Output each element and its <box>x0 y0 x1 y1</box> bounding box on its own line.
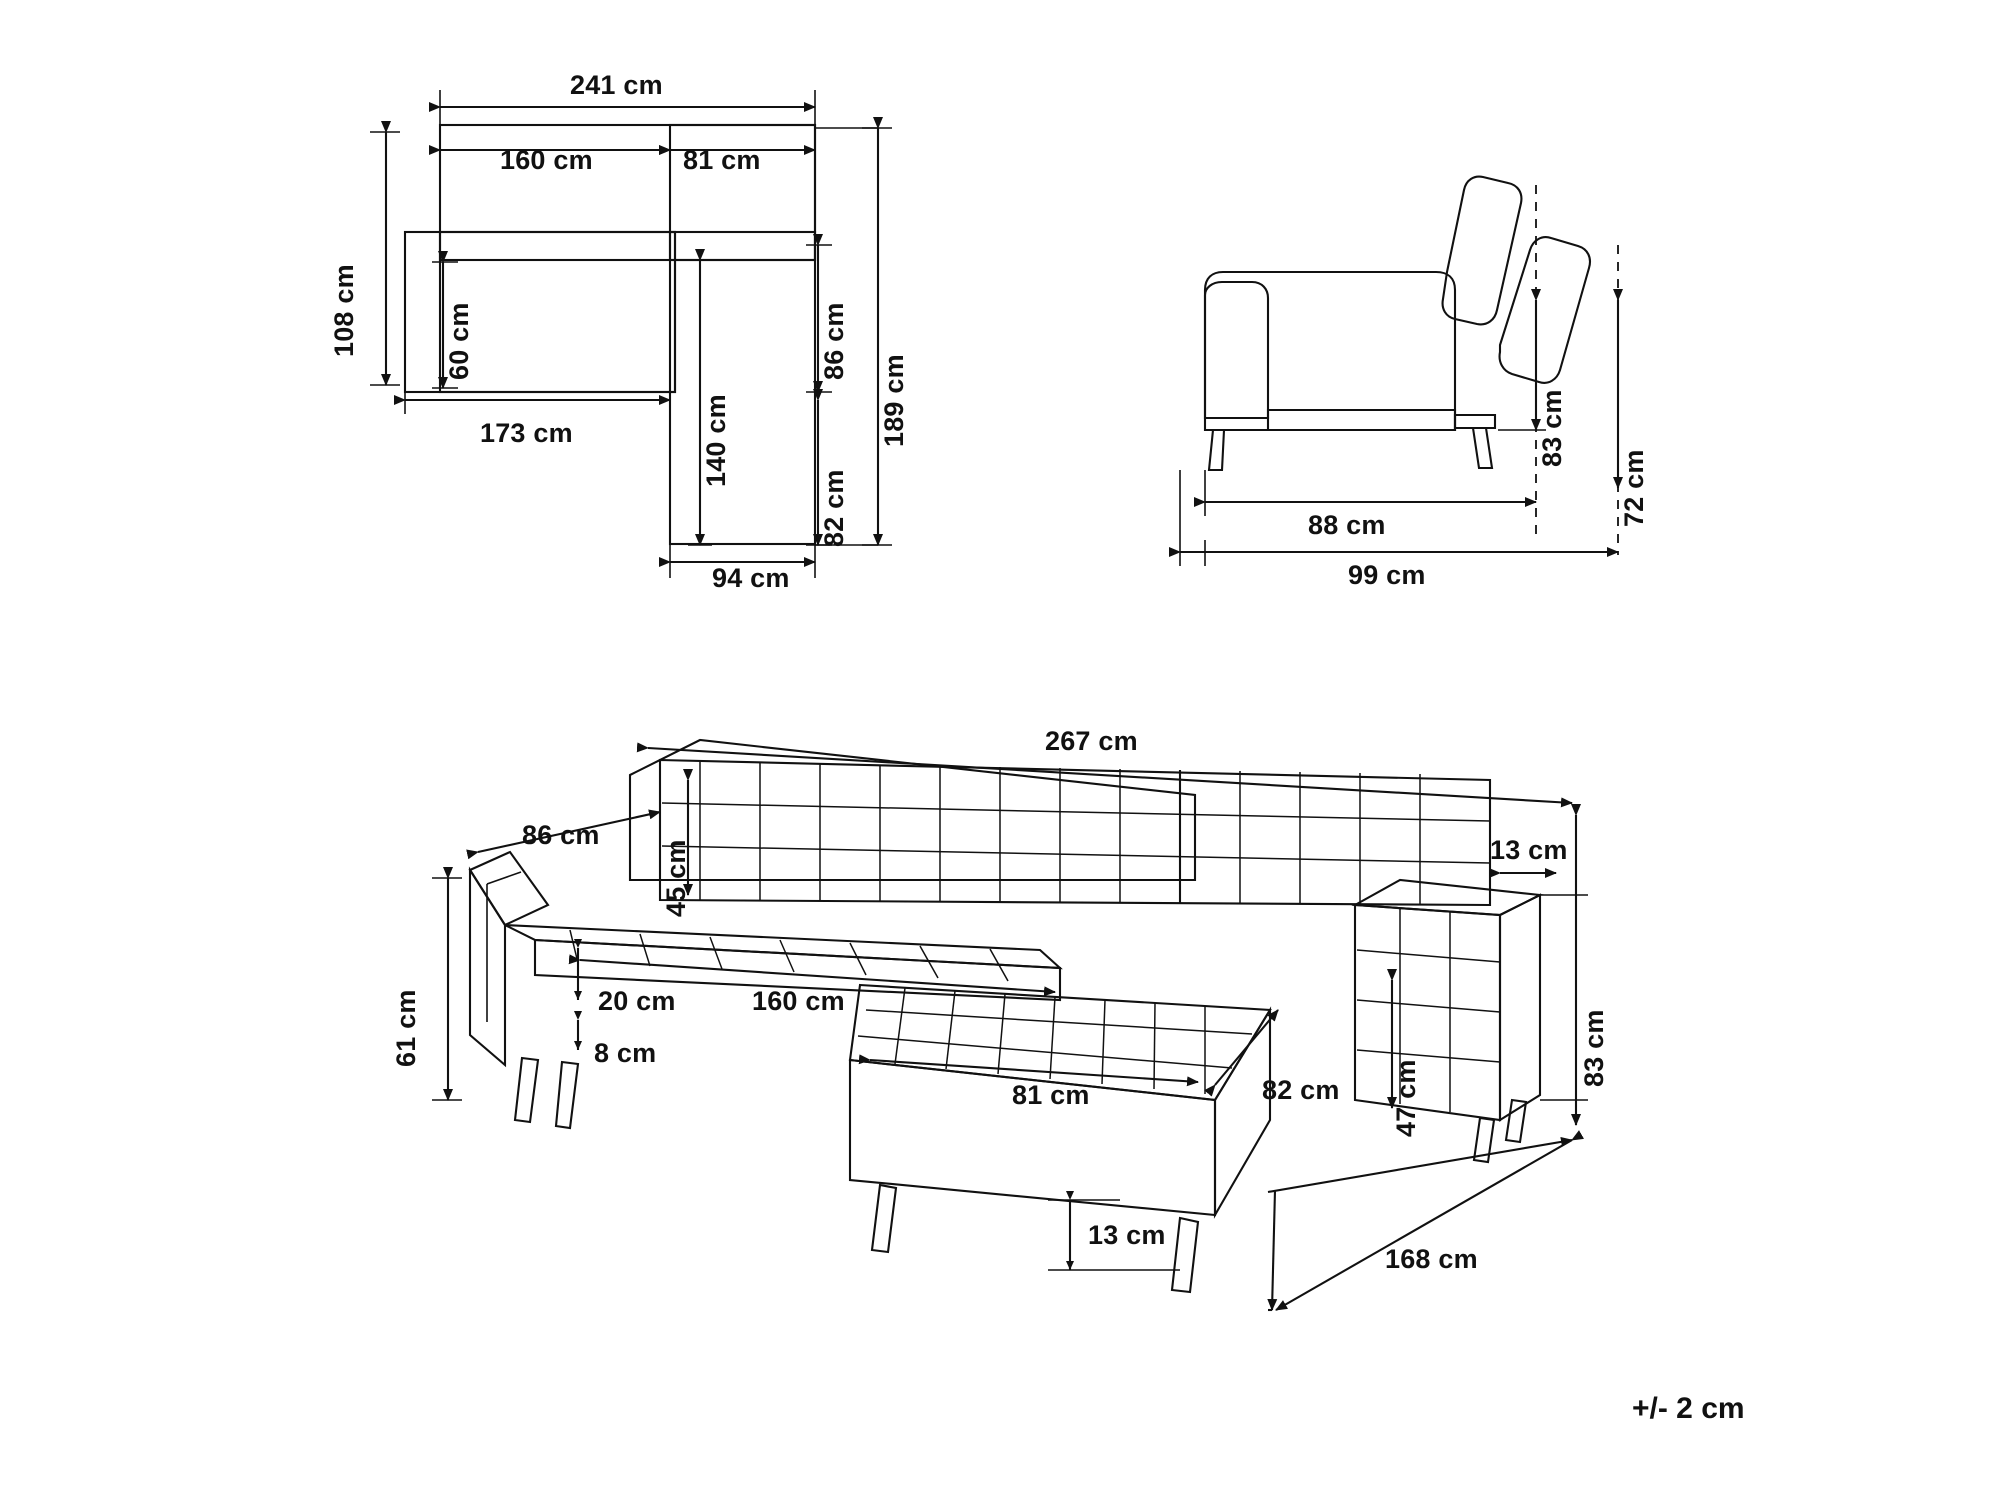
dimension-label-top-108: 108 cm <box>329 264 359 357</box>
dimension-label-persp-86: 86 cm <box>522 820 600 850</box>
side-view-geometry <box>1205 177 1590 470</box>
dimension-label-top-81: 81 cm <box>683 145 761 175</box>
dimension-label-persp-61: 61 cm <box>391 989 421 1067</box>
dimension-label-persp-13-bottom: 13 cm <box>1088 1220 1166 1250</box>
dimension-label-persp-45: 45 cm <box>661 839 691 917</box>
dimension-label-top-189: 189 cm <box>879 354 909 447</box>
dimension-label-top-173: 173 cm <box>480 418 573 448</box>
dimension-label-top-60: 60 cm <box>444 302 474 380</box>
dimension-label-top-94: 94 cm <box>712 563 790 593</box>
dimension-label-persp-82: 82 cm <box>1262 1075 1340 1105</box>
dimension-label-top-86: 86 cm <box>819 302 849 380</box>
perspective-view-geometry <box>470 740 1540 1292</box>
dimension-label-side-88: 88 cm <box>1308 510 1386 540</box>
dimension-label-top-241: 241 cm <box>570 70 663 100</box>
dimension-label-top-82: 82 cm <box>819 469 849 547</box>
dimension-label-persp-13-top: 13 cm <box>1490 835 1568 865</box>
perspective-dimension-lines <box>432 748 1588 1310</box>
dimension-label-persp-267: 267 cm <box>1045 726 1138 756</box>
dimension-label-side-72: 72 cm <box>1619 449 1649 527</box>
dimension-label-persp-81: 81 cm <box>1012 1080 1090 1110</box>
dimension-label-top-140: 140 cm <box>701 394 731 487</box>
dimension-label-persp-83: 83 cm <box>1579 1009 1609 1087</box>
dimension-label-persp-8: 8 cm <box>594 1038 657 1068</box>
side-view-dimension-lines <box>1180 185 1618 566</box>
dimension-label-side-99: 99 cm <box>1348 560 1426 590</box>
dimension-label-persp-168: 168 cm <box>1385 1244 1478 1274</box>
dimension-label-persp-20: 20 cm <box>598 986 676 1016</box>
dimension-label-side-83: 83 cm <box>1537 389 1567 467</box>
dimension-label-top-160: 160 cm <box>500 145 593 175</box>
tolerance-note: +/- 2 cm <box>1632 1392 1745 1425</box>
dimension-label-persp-160: 160 cm <box>752 986 845 1016</box>
dimension-label-persp-47: 47 cm <box>1391 1059 1421 1137</box>
